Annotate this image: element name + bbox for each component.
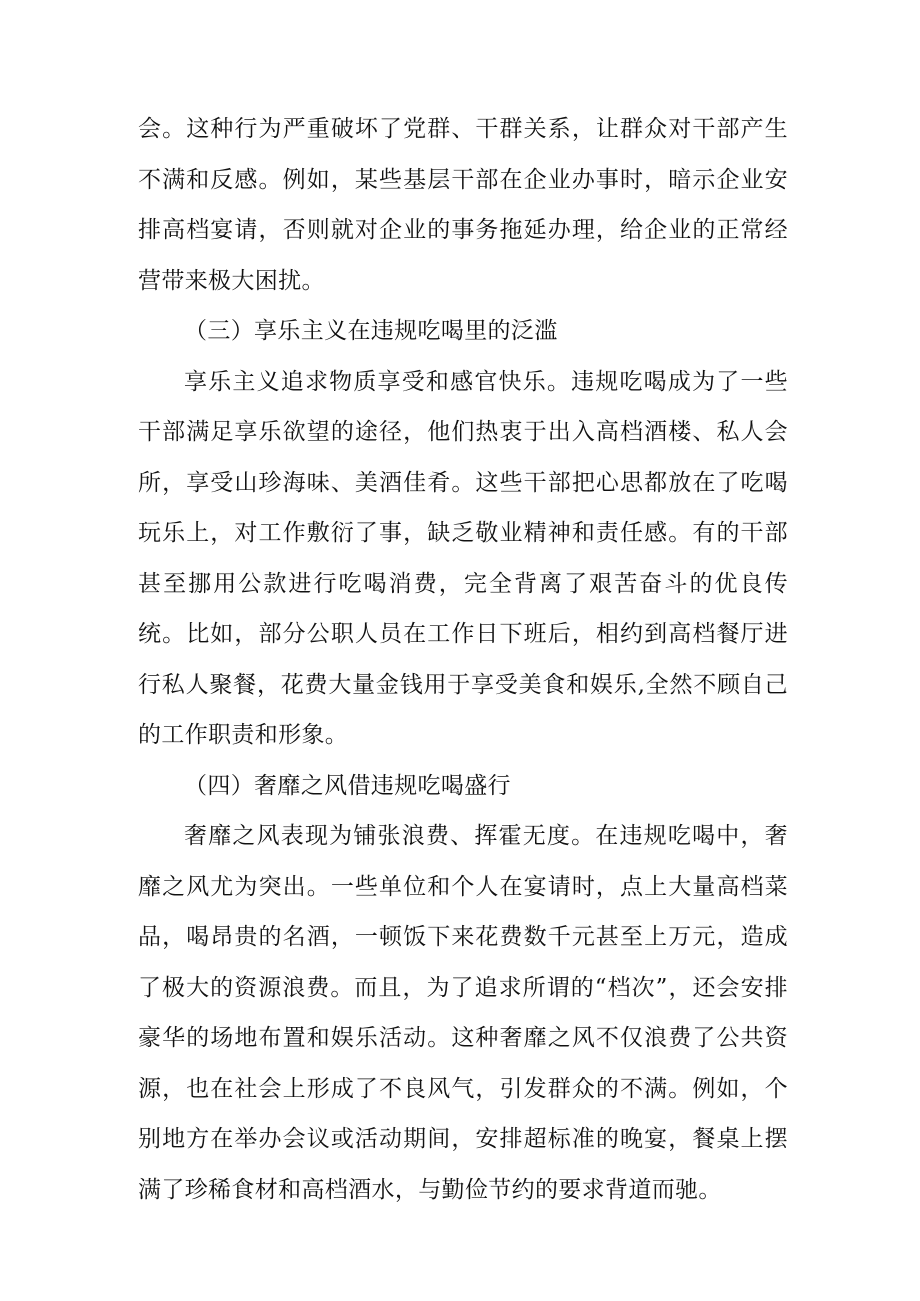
document-body xyxy=(138,104,788,1215)
paragraph-extravagance: 奢靡之风表现为铺张浪费、挥霍无度。在违规吃喝中，奢靡之风尤为突出。一些单位和个人在宴请时，点上大量高档菜品，喝昂贵的名酒，一顿饭下来花费数千元甚至上万元，造成了极大的资源浪费。而且，为了追求所谓的“档次”，还会安排豪华的场地布置和娱乐活动。这种奢靡之风不仅浪费了公共资源，也在社会上形成了不良风气，引发群众的不满。例如，个别地方在举办会议或活动期间，安排超标准的晚宴，餐桌上摆满了珍稀食材和高档酒水，与勤俭节约的要求背道而驰。 xyxy=(138,823,788,1203)
section-heading-4: （四）奢靡之风借违规吃喝盛行 xyxy=(184,772,511,799)
paragraph-hedonism: 享乐主义追求物质享受和感官快乐。违规吃喝成为了一些干部满足享乐欲望的途径，他们热衷于出入高档酒楼、私人会所，享受山珍海味、美酒佳肴。这些干部把心思都放在了吃喝玩乐上，对工作敷衍了事，缺乏敬业精神和责任感。有的干部甚至挪用公款进行吃喝消费，完全背离了艰苦奋斗的优良传统。比如，部分公职人员在工作日下班后，相约到高档餐厅进行私人聚餐，花费大量金钱用于享受美食和娱乐,全然不顾自己的工作职责和形象。 xyxy=(138,368,788,748)
section-heading-3: （三）享乐主义在违规吃喝里的泛滥 xyxy=(184,318,558,344)
paragraph-continued-from-previous-page: 会。这种行为严重破坏了党群、干群关系，让群众对干部产生不满和反感。例如，某些基层干部在企业办事时，暗示企业安排高档宴请，否则就对企业的事务拖延办理，给企业的正常经营带来极大困扰。 xyxy=(138,116,788,294)
